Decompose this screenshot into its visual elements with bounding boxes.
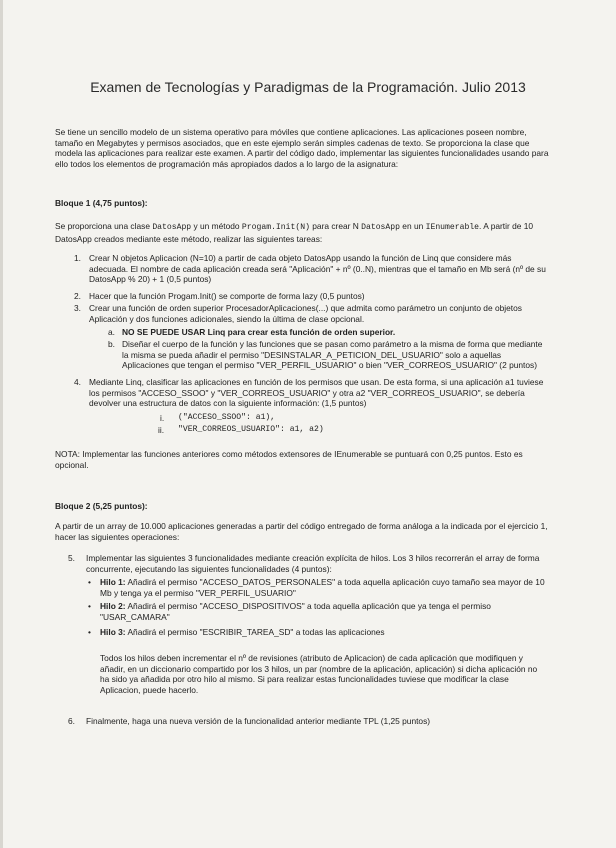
roman-number: i. [160,413,165,423]
roman-item-1: ("ACCESO_SSOO": a1), [178,413,276,422]
item-number: 5. [68,553,75,563]
scan-edge-left [0,0,3,848]
page-title: Examen de Tecnologías y Paradigmas de la Programación. Julio 2013 [90,79,526,95]
nota-paragraph: NOTA: Implementar las funciones anteriores como métodos extensores de IEnumerable se puntuará con 0,25 puntos. Esto es opcional. [55,449,523,470]
item-number: 2. [74,291,81,301]
hilo-1: Hilo 1: Añadirá el permiso "ACCESO_DATOS_PERSONALES" a toda aquella aplicación cuyo tamaño sea mayor de 10 Mb y tenga ya el permiso "VER_PERFIL_USUARIO" [100,577,545,598]
roman-number: ii. [158,425,165,435]
bloque1-item-3: Crear una función de orden superior ProcesadorAplicaciones(...) que admita como parámetro un conjunto de objetos Aplicación y dos funciones adicionales, siendo la última de clase opcional. [89,303,522,324]
hilo-2: Hilo 2: Añadirá el permiso "ACCESO_DISPOSITIVOS" a toda aquella aplicación que ya tenga el permiso "USAR_CAMARA" [100,601,491,622]
bloque1-subitem-b: Diseñar el cuerpo de la función y las funciones que se pasan como parámetro a la misma de forma que mediante la misma se pueda añadir el permiso "DESINSTALAR_A_PETICION_DEL_USUARIO" solo a aquellas Aplicaciones que tengan el permiso "VER_PERFIL_USUARIO" o bien "VER_CORREOS_USUARIO" (2 puntos) [122,339,543,371]
subitem-letter: a. [108,327,115,337]
item-number: 3. [74,303,81,313]
bloque2-item-5: Implementar las siguientes 3 funcionalidades mediante creación explícita de hilos. Los 3 hilos recorrerán el array de forma concurrente, ejecutando las siguientes funcionalidades (4 puntos): [86,553,540,574]
bloque1-intro: Se proporciona una clase DatosApp y un método Progam.Init(N) para crear N DatosApp en un IEnumerable. A partir de 10 DatosApp creados mediante este método, realizar las siguientes tareas: [55,221,534,244]
item-number: 6. [68,716,75,726]
item-number: 4. [74,377,81,387]
roman-item-2: "VER_CORREOS_USUARIO": a1, a2) [178,425,324,434]
intro-paragraph: Se tiene un sencillo modelo de un sistema operativo para móviles que contiene aplicaciones. Las aplicaciones poseen nombre, tamaño en Megabytes y permisos asociados, que en este ejemplo serán simples cadenas de texto. Se proporciona la clase que modela las aplicaciones para realizar este examen. A partir del código dado, implementar las siguientes funcionalidades usando para ello todos los elementos de programación más apropiados dados a lo largo de la asignatura: [55,127,549,169]
bloque1-heading: Bloque 1 (4,75 puntos): [55,198,148,208]
bloque1-item-1: Crear N objetos Aplicacion (N=10) a partir de cada objeto DatosApp usando la función de Linq que considere más adecuada. El nombre de cada aplicación creada será "Aplicación" + nº (0..N), mientras que el tamaño en Mb será (nº de su DatosApp % 20) + 1 (0,5 puntos) [89,253,546,285]
bloque1-item-2: Hacer que la función Progam.Init() se comporte de forma lazy (0,5 puntos) [89,291,365,301]
subitem-letter: b. [108,339,115,349]
bullet: • [88,601,91,611]
bloque2-heading: Bloque 2 (5,25 puntos): [55,501,148,511]
bloque1-item-4: Mediante Linq, clasificar las aplicaciones en función de los permisos que usan. De esta forma, si una aplicación a1 tuviese los permisos "ACCESO_SSOO" y "VER_CORREOS_USUARIO" y otra a2 "VER_CORREOS_USUARIO", se debería devolver una estructura de datos con la siguiente información: (1,5 puntos) [89,377,544,409]
bloque2-intro: A partir de un array de 10.000 aplicaciones generadas a partir del código entregado de forma análoga a la indicada por el ejercicio 1, hacer las siguientes operaciones: [55,521,548,542]
bloque1-subitem-a: NO SE PUEDE USAR Linq para crear esta función de orden superior. [122,327,396,337]
hilo-3: Hilo 3: Añadirá el permiso "ESCRIBIR_TAREA_SD" a todas las aplicaciones [100,627,385,637]
hilos-paragraph: Todos los hilos deben incrementar el nº de revisiones (atributo de Aplicacion) de cada aplicación que modifiquen y añadir, en un diccionario compartido por los 3 hilos, un par (nombre de la aplicación, aplicación) si dicha aplicación no ha sido ya añadida por otro hilo al mismo. Si para realizar estas funcionalidades tuviese que modificar la clase Aplicacion, puede hacerlo. [100,653,538,695]
item-number: 1. [74,253,81,263]
bullet: • [88,627,91,637]
bullet: • [88,577,91,587]
bloque2-item-6: Finalmente, haga una nueva versión de la funcionalidad anterior mediante TPL (1,25 puntos) [86,716,431,726]
